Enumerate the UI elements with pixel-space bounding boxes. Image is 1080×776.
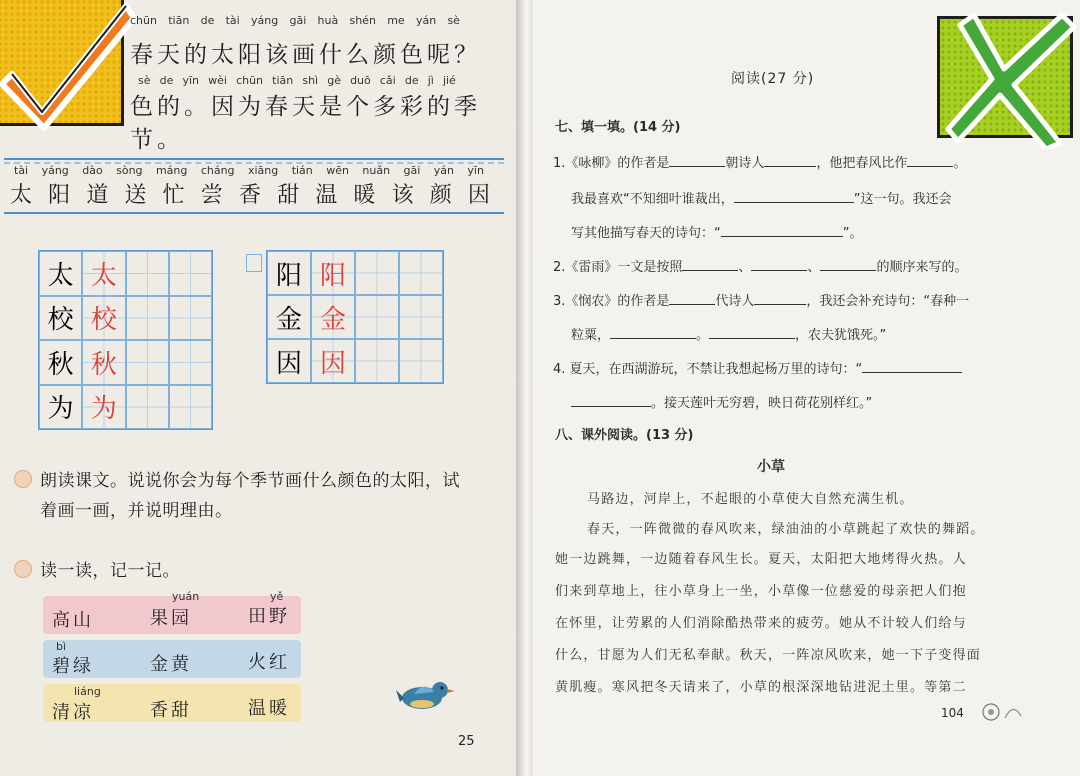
character: 温 bbox=[315, 183, 338, 208]
q7-3-line2 bbox=[571, 324, 886, 343]
pinyin: jié bbox=[442, 74, 456, 87]
question-text: 代诗人 bbox=[715, 294, 755, 309]
practice-cell[interactable] bbox=[169, 296, 212, 341]
grid-marker bbox=[246, 254, 262, 272]
story-title: 小草 bbox=[757, 459, 785, 475]
answer-blank[interactable] bbox=[907, 166, 953, 167]
practice-cell[interactable] bbox=[399, 339, 443, 383]
answer-blank[interactable] bbox=[669, 166, 725, 167]
bird-illustration bbox=[394, 672, 456, 716]
word: 碧绿 bbox=[52, 656, 94, 677]
answer-blank[interactable] bbox=[751, 270, 807, 271]
pinyin: shì bbox=[302, 74, 319, 87]
model-character: 为 bbox=[39, 385, 82, 430]
word: 香甜 bbox=[150, 700, 192, 721]
book-gutter bbox=[516, 0, 533, 776]
pinyin: de bbox=[159, 74, 174, 87]
q7-3-line1 bbox=[553, 290, 969, 309]
pinyin: yuán bbox=[172, 590, 200, 603]
pinyin: wēn bbox=[326, 164, 349, 177]
q7-4-line2 bbox=[571, 392, 872, 411]
character: 暖 bbox=[353, 183, 376, 208]
word: 田野 bbox=[248, 606, 290, 627]
page-number: 25 bbox=[458, 734, 475, 749]
practice-cell[interactable] bbox=[126, 296, 169, 341]
answer-blank[interactable] bbox=[610, 338, 696, 339]
character: 阳 bbox=[48, 183, 71, 208]
word: 清凉 bbox=[52, 702, 94, 723]
character: 尝 bbox=[200, 183, 223, 208]
word: 金黄 bbox=[150, 654, 192, 675]
word: 果园 bbox=[150, 608, 192, 629]
cross-badge bbox=[937, 16, 1073, 138]
character: 送 bbox=[124, 183, 147, 208]
word: 火红 bbox=[248, 652, 290, 673]
model-character: 因 bbox=[267, 339, 311, 383]
story-line: 她一边跳舞，一边随着春风生长。夏天，太阳把大地烤得火热。人 bbox=[555, 552, 967, 567]
answer-blank[interactable] bbox=[709, 338, 795, 339]
answer-blank[interactable] bbox=[571, 406, 651, 407]
pinyin: yáng bbox=[251, 14, 279, 27]
question-text: 2.《雷雨》一文是按照 bbox=[553, 260, 683, 275]
left-textbook-page bbox=[0, 0, 516, 776]
practice-cell[interactable] bbox=[126, 251, 169, 296]
pinyin: yán bbox=[415, 14, 437, 27]
cross-mark-icon bbox=[934, 9, 1080, 149]
practice-cell[interactable] bbox=[126, 385, 169, 430]
story-line: 黄肌瘦。寒风把冬天请来了，小草的根深深地钻进泥土里。等第二 bbox=[555, 680, 967, 695]
word: 温暖 bbox=[248, 698, 290, 719]
q7-1-line2 bbox=[571, 188, 952, 207]
practice-cell[interactable] bbox=[399, 251, 443, 295]
character: 颜 bbox=[429, 183, 452, 208]
answer-blank[interactable] bbox=[669, 304, 715, 305]
practice-cell[interactable] bbox=[169, 385, 212, 430]
pinyin: sòng bbox=[116, 164, 143, 177]
answer-blank[interactable] bbox=[764, 166, 816, 167]
question-text: 粒粟， bbox=[571, 328, 611, 343]
pinyin: de bbox=[404, 74, 419, 87]
pinyin: tiān bbox=[168, 14, 190, 27]
question-text: 4. 夏天，在西湖游玩，不禁让我想起杨万里的诗句：“ bbox=[553, 362, 863, 377]
question-text: 的顺序来写的。 bbox=[876, 260, 968, 275]
practice-cell[interactable] bbox=[169, 251, 212, 296]
model-character: 秋 bbox=[39, 340, 82, 385]
character: 忙 bbox=[162, 183, 185, 208]
pinyin: tài bbox=[14, 164, 29, 177]
practice-cell[interactable] bbox=[355, 295, 399, 339]
q7-1-line1 bbox=[553, 152, 966, 171]
practice-cell[interactable] bbox=[399, 295, 443, 339]
pinyin: de bbox=[200, 14, 215, 27]
model-character: 金 bbox=[267, 295, 311, 339]
pinyin: tiān bbox=[272, 74, 294, 87]
answer-blank[interactable] bbox=[754, 304, 806, 305]
character: 该 bbox=[391, 183, 414, 208]
task1-line2: 着画一画，并说明理由。 bbox=[40, 501, 233, 521]
trace-character: 秋 bbox=[82, 340, 125, 385]
model-character: 校 bbox=[39, 296, 82, 341]
q7-4-line1 bbox=[553, 358, 962, 377]
story-line: 春天，一阵微微的春风吹来，绿油油的小草跳起了欢快的舞蹈。 bbox=[587, 522, 985, 537]
question-text: ”。 bbox=[842, 226, 863, 241]
pinyin: tài bbox=[225, 14, 240, 27]
writing-grid-right bbox=[266, 250, 444, 384]
pinyin: tián bbox=[291, 164, 313, 177]
pinyin: chūn bbox=[130, 14, 157, 27]
q7-title: 七、填一填。(14 分) bbox=[555, 120, 681, 135]
bullet-icon bbox=[14, 470, 32, 488]
character: 道 bbox=[86, 183, 109, 208]
model-character: 阳 bbox=[267, 251, 311, 295]
flower-decoration-icon bbox=[973, 698, 1033, 728]
answer-blank[interactable] bbox=[721, 236, 843, 237]
pinyin: liáng bbox=[74, 685, 101, 698]
pinyin: sè bbox=[447, 14, 460, 27]
pinyin: nuǎn bbox=[362, 164, 391, 177]
writing-grid-left bbox=[38, 250, 213, 430]
pinyin: cǎi bbox=[379, 74, 396, 87]
question-text: 。 bbox=[953, 156, 967, 171]
question-text: ，他把春风比作 bbox=[816, 156, 908, 171]
pinyin: yīn bbox=[467, 164, 484, 177]
pinyin: máng bbox=[155, 164, 188, 177]
right-exam-page bbox=[533, 0, 1080, 776]
trace-character: 阳 bbox=[311, 251, 355, 295]
question-text: 。接天莲叶无穷碧，映日荷花别样红。” bbox=[651, 396, 873, 411]
practice-cell[interactable] bbox=[355, 251, 399, 295]
pinyin: gāi bbox=[289, 14, 307, 27]
character: 因 bbox=[467, 183, 490, 208]
question-text: ”这一句。我还会 bbox=[853, 192, 952, 207]
question-text: 1.《咏柳》的作者是 bbox=[553, 156, 670, 171]
section-title: 阅读(27 分) bbox=[731, 71, 815, 87]
practice-cell[interactable] bbox=[169, 340, 212, 385]
line1-pinyin bbox=[130, 14, 460, 27]
page-number: 104 bbox=[941, 706, 964, 720]
character: 太 bbox=[10, 183, 33, 208]
model-character: 太 bbox=[39, 251, 82, 296]
trace-character: 校 bbox=[82, 296, 125, 341]
answer-blank[interactable] bbox=[862, 372, 962, 373]
pinyin: dào bbox=[82, 164, 103, 177]
char-row bbox=[10, 178, 490, 209]
practice-cell[interactable] bbox=[126, 340, 169, 385]
q7-2 bbox=[553, 256, 967, 275]
pinyin: wèi bbox=[208, 74, 227, 87]
pinyin: gè bbox=[327, 74, 341, 87]
answer-blank[interactable] bbox=[734, 202, 854, 203]
pinyin: cháng bbox=[200, 164, 235, 177]
story-line: 马路边，河岸上，不起眼的小草使大自然充满生机。 bbox=[587, 492, 914, 507]
trace-character: 为 bbox=[82, 385, 125, 430]
answer-blank[interactable] bbox=[820, 270, 876, 271]
pinyin: yáng bbox=[41, 164, 69, 177]
story-line: 在怀里，让劳累的人们消除酷热带来的疲劳。她从不计较人们给与 bbox=[555, 616, 967, 631]
pinyin: chūn bbox=[236, 74, 264, 87]
story-line: 们来到草地上，往小草身上一坐，小草像一位慈爱的母亲把人们抱 bbox=[555, 584, 967, 599]
pinyin: shén bbox=[349, 14, 376, 27]
question-text: 。 bbox=[696, 328, 710, 343]
pinyin: bì bbox=[56, 640, 67, 653]
pinyin: yīn bbox=[182, 74, 200, 87]
question-text: 朝诗人 bbox=[725, 156, 765, 171]
pinyin: gāi bbox=[403, 164, 421, 177]
word: 高山 bbox=[52, 610, 94, 631]
answer-blank[interactable] bbox=[682, 270, 738, 271]
q8-title: 八、课外阅读。(13 分) bbox=[555, 428, 694, 443]
pinyin: yě bbox=[270, 590, 284, 603]
trace-character: 金 bbox=[311, 295, 355, 339]
bullet-icon bbox=[14, 560, 32, 578]
question-text: 、 bbox=[738, 260, 752, 275]
trace-character: 太 bbox=[82, 251, 125, 296]
pinyin: huà bbox=[317, 14, 339, 27]
character: 香 bbox=[238, 183, 261, 208]
story-line: 什么，甘愿为人们无私奉献。秋天，一阵凉风吹来，她一下子变得面 bbox=[555, 648, 982, 663]
pinyin: duō bbox=[350, 74, 371, 87]
question-text: 写其他描写春天的诗句：“ bbox=[571, 226, 721, 241]
trace-character: 因 bbox=[311, 339, 355, 383]
line1-text: 春天的太阳该画什么颜色呢？ bbox=[130, 42, 481, 68]
question-text: 、 bbox=[807, 260, 821, 275]
pinyin: me bbox=[387, 14, 405, 27]
line2-text: 色的。因为春天是个多彩的季节。 bbox=[130, 94, 481, 153]
pinyin: yán bbox=[433, 164, 454, 177]
pinyin: sè bbox=[138, 74, 151, 87]
question-text: 3.《悯农》的作者是 bbox=[553, 294, 670, 309]
question-text: 我最喜欢“不知细叶谁裁出， bbox=[571, 192, 734, 207]
check-badge bbox=[0, 0, 124, 126]
checkmark-icon bbox=[0, 0, 144, 146]
practice-cell[interactable] bbox=[355, 339, 399, 383]
pinyin: jì bbox=[427, 74, 434, 87]
character: 甜 bbox=[277, 183, 300, 208]
task2-title: 读一读，记一记。 bbox=[40, 561, 180, 581]
q7-1-line3 bbox=[571, 222, 863, 241]
task1-line1: 朗读课文。说说你会为每个季节画什么颜色的太阳，试 bbox=[40, 471, 460, 491]
char-row-pinyin bbox=[14, 164, 484, 177]
question-text: ，农夫犹饿死。” bbox=[795, 328, 887, 343]
line2-pinyin bbox=[138, 74, 456, 87]
pinyin: xiāng bbox=[247, 164, 279, 177]
question-text: ，我还会补充诗句：“春种一 bbox=[806, 294, 970, 309]
